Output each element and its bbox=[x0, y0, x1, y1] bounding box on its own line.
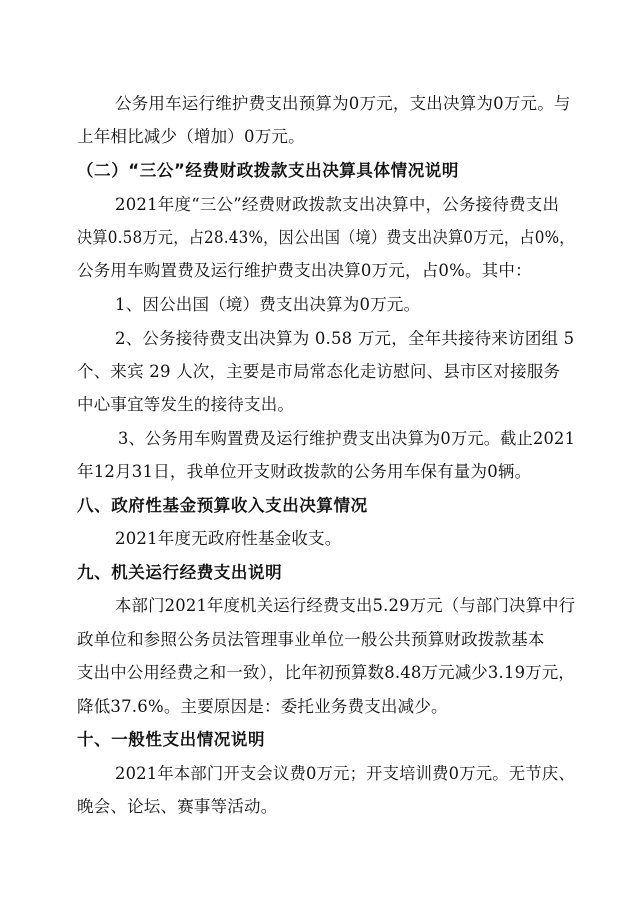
paragraph-line: 公务用车购置费及运行维护费支出决算0万元，占0%。其中： bbox=[77, 261, 532, 280]
paragraph-line: 决算0.58万元，占28.43%，因公出国（境）费支出决算0万元，占0%， bbox=[77, 228, 575, 247]
paragraph-line: 降低37.6%。主要原因是：委托业务费支出减少。 bbox=[77, 697, 448, 716]
paragraph-line: 2021年度“三公”经费财政拨款支出决算中，公务接待费支出 bbox=[115, 195, 560, 214]
section-heading: 十、一般性支出情况说明 bbox=[77, 730, 266, 749]
paragraph-line: 2021年度无政府性基金收支。 bbox=[115, 529, 342, 548]
section-heading: 八、政府性基金预算收入支出决算情况 bbox=[77, 496, 368, 515]
paragraph-line: 公务用车运行维护费支出预算为0万元，支出决算为0万元。与 bbox=[115, 94, 571, 113]
paragraph-line: 政单位和参照公务员法管理事业单位一般公共预算财政拨款基本 bbox=[77, 630, 545, 649]
paragraph-line: 本部门2021年度机关运行经费支出5.29万元（与部门决算中行 bbox=[115, 596, 576, 615]
section-heading: 九、机关运行经费支出说明 bbox=[77, 563, 283, 582]
list-item: 1、因公出国（境）费支出决算为0万元。 bbox=[115, 295, 421, 314]
paragraph-line: 支出中公用经费之和一致），比年初预算数8.48万元减少3.19万元， bbox=[77, 663, 576, 682]
list-item: 3、公务用车购置费及运行维护费支出决算为0万元。截止2021 bbox=[118, 429, 576, 448]
paragraph-line: 2021年本部门开支会议费0万元；开支培训费0万元。无节庆、 bbox=[115, 764, 575, 783]
section-heading: （二）“三公”经费财政拨款支出决算具体情况说明 bbox=[77, 161, 459, 180]
paragraph-line: 晚会、论坛、赛事等活动。 bbox=[77, 797, 278, 816]
paragraph-line: 个、来宾 29 人次，主要是市局常态化走访慰问、县市区对接服务 bbox=[77, 362, 561, 381]
list-item: 2、公务接待费支出决算为 0.58 万元，全年共接待来访团组 5 bbox=[115, 329, 575, 348]
paragraph-line: 中心事宜等发生的接待支出。 bbox=[77, 395, 295, 414]
paragraph-line: 上年相比减少（增加）0万元。 bbox=[77, 127, 305, 146]
paragraph-line: 年12月31日，我单位开支财政拨款的公务用车保有量为0辆。 bbox=[77, 462, 532, 481]
